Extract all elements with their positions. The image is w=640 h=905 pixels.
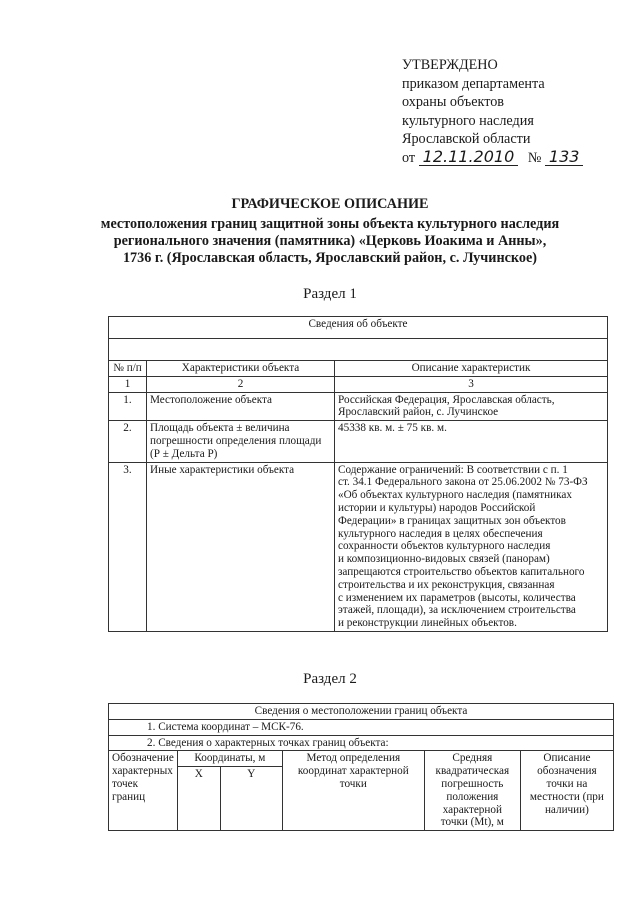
desc-line: и реконструкции линейных объектов. bbox=[338, 617, 517, 630]
desc-line: культурного наследия в целях обеспечения bbox=[338, 527, 543, 540]
desc-line: строительства и их реконструкция, связанная bbox=[338, 578, 555, 591]
table-title: Сведения об объекте bbox=[109, 317, 608, 339]
from-label: от bbox=[402, 149, 416, 166]
desc-line: Ярославский район, с. Лучинское bbox=[338, 406, 499, 419]
col-index: 3 bbox=[335, 376, 608, 392]
row-characteristic: Местоположение объекта bbox=[147, 392, 335, 421]
desc-line: Российская Федерация, Ярославская область, bbox=[338, 393, 555, 406]
document-title bbox=[60, 196, 600, 267]
number-label: № bbox=[527, 149, 542, 166]
title-line: ГРАФИЧЕСКОЕ ОПИСАНИЕ bbox=[231, 196, 429, 212]
approval-line: приказом департамента bbox=[402, 75, 545, 92]
approval-heading: УТВЕРЖДЕНО bbox=[402, 57, 498, 73]
desc-line: истории и культуры) народов Российской bbox=[338, 501, 536, 514]
points-heading: 2. Сведения о характерных точках границ объекта: bbox=[109, 735, 614, 751]
section2-heading: Раздел 2 bbox=[303, 671, 357, 687]
col-header-y: Y bbox=[220, 767, 282, 831]
object-info-table bbox=[108, 316, 608, 632]
boundary-table bbox=[108, 703, 614, 831]
title-line: регионального значения (памятника) «Церковь Иоакима и Анны», bbox=[113, 233, 547, 249]
desc-line: и композиционно-видовых связей (панорам) bbox=[338, 553, 550, 566]
row-number: 1. bbox=[109, 392, 147, 421]
col-index: 2 bbox=[147, 376, 335, 392]
col-header-char: Характеристики объекта bbox=[147, 361, 335, 377]
col-header-coords: Координаты, м bbox=[177, 751, 282, 767]
approval-line: культурного наследия bbox=[402, 112, 534, 129]
table-row bbox=[109, 462, 608, 631]
row-description bbox=[335, 392, 608, 421]
col-index: 1 bbox=[109, 376, 147, 392]
col-header-x: X bbox=[177, 767, 220, 831]
desc-line: «Об объектах культурного наследия (памятниках bbox=[338, 489, 572, 502]
row-description bbox=[335, 421, 608, 462]
desc-line: сохранности объектов культурного наследия bbox=[338, 540, 551, 553]
section1-heading: Раздел 1 bbox=[303, 286, 357, 302]
col-header-num: № п/п bbox=[109, 361, 147, 377]
row-number: 3. bbox=[109, 462, 147, 631]
desc-line: 45338 кв. м. ± 75 кв. м. bbox=[338, 422, 447, 435]
col-header-error: Средняя квадратическая погрешность положения характерной точки (Mt), м bbox=[424, 751, 520, 831]
coordinate-system: 1. Система координат – МСК-76. bbox=[109, 719, 614, 735]
row-number: 2. bbox=[109, 421, 147, 462]
row-characteristic: Иные характеристики объекта bbox=[147, 462, 335, 631]
col-header-method: Метод определения координат характерной точки bbox=[282, 751, 424, 831]
approval-date-line bbox=[402, 146, 632, 168]
desc-line: ст. 34.1 Федерального закона от 25.06.2002 № 73-ФЗ bbox=[338, 476, 588, 489]
desc-line: Содержание ограничений: В соответствии с п. 1 bbox=[338, 463, 568, 476]
order-number: 133 bbox=[545, 149, 584, 166]
table-title: Сведения о местоположении границ объекта bbox=[109, 704, 614, 720]
title-line: местоположения границ защитной зоны объекта культурного наследия bbox=[100, 216, 560, 232]
table-row bbox=[109, 392, 608, 421]
desc-line: запрещаются строительство объектов капитального bbox=[338, 565, 585, 578]
order-date: 12.11.2010 bbox=[419, 149, 519, 166]
desc-line: этажей, площади), за исключением строительства bbox=[338, 604, 576, 617]
col-header-desc: Описание характеристик bbox=[335, 361, 608, 377]
desc-line: с изменением их параметров (высоты, количества bbox=[338, 591, 576, 604]
approval-line: охраны объектов bbox=[402, 94, 504, 110]
desc-line: Федерации» в границах защитных зон объектов bbox=[338, 514, 566, 527]
empty-row bbox=[109, 339, 608, 361]
approval-block bbox=[402, 56, 632, 167]
title-line: 1736 г. (Ярославская область, Ярославский район, с. Лучинское) bbox=[122, 250, 538, 266]
col-header-note: Описание обозначения точки на местности (при наличии) bbox=[520, 751, 613, 831]
table-row bbox=[109, 421, 608, 462]
approval-line: Ярославской области bbox=[402, 131, 531, 147]
col-header-point: Обозначение характерных точек границ bbox=[109, 751, 178, 831]
row-description bbox=[335, 462, 608, 631]
row-characteristic: Площадь объекта ± величина погрешности определения площади (Р ± Дельта Р) bbox=[147, 421, 335, 462]
